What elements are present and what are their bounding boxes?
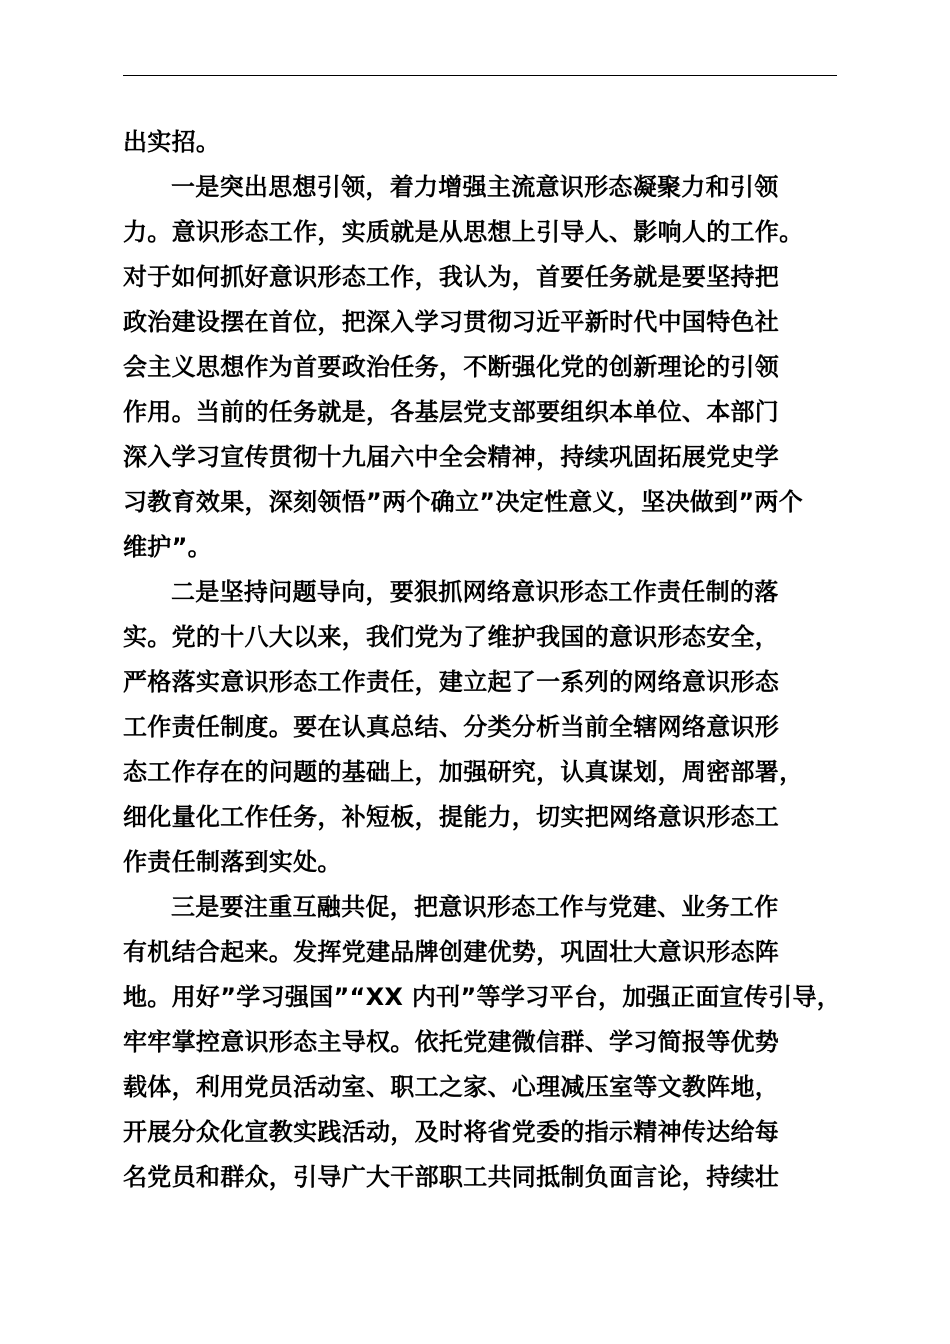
paragraph-2-first-line: 二是坚持问题导向，要狠抓网络意识形态工作责任制的落 <box>171 578 779 606</box>
text-line: 维护”。 <box>123 533 212 561</box>
text-line: 作责任制落到实处。 <box>123 848 342 876</box>
text-line: 政治建设摆在首位，把深入学习贯彻习近平新时代中国特色社 <box>123 308 780 336</box>
text-line: 细化量化工作任务，补短板，提能力，切实把网络意识形态工 <box>123 803 780 831</box>
text-line: 有机结合起来。发挥党建品牌创建优势，巩固壮大意识形态阵 <box>123 938 780 966</box>
text-line: 作用。当前的任务就是，各基层党支部要组织本单位、本部门 <box>123 398 780 426</box>
text-line: 名党员和群众，引导广大干部职工共同抵制负面言论，持续壮 <box>123 1163 780 1191</box>
text-line: 地。用好”学习强国”“XX 内刊”等学习平台，加强正面宣传引导， <box>123 983 842 1011</box>
text-line: 力。意识形态工作，实质就是从思想上引导人、影响人的工作。 <box>123 218 804 246</box>
text-line: 习教育效果，深刻领悟”两个确立”决定性意义，坚决做到”两个 <box>123 488 804 516</box>
text-line: 深入学习宣传贯彻十九届六中全会精神，持续巩固拓展党史学 <box>123 443 780 471</box>
text-line: 牢牢掌控意识形态主导权。依托党建微信群、学习简报等优势 <box>123 1028 780 1056</box>
text-line: 态工作存在的问题的基础上，加强研究，认真谋划，周密部署， <box>123 758 804 786</box>
document-body <box>123 120 845 1200</box>
paragraph-3-first-line: 三是要注重互融共促，把意识形态工作与党建、业务工作 <box>171 893 779 921</box>
text-line: 严格落实意识形态工作责任，建立起了一系列的网络意识形态 <box>123 668 780 696</box>
text-line: 工作责任制度。要在认真总结、分类分析当前全辖网络意识形 <box>123 713 780 741</box>
header-rule <box>123 75 837 76</box>
text-line: 开展分众化宣教实践活动，及时将省党委的指示精神传达给每 <box>123 1118 780 1146</box>
text-line: 会主义思想作为首要政治任务，不断强化党的创新理论的引领 <box>123 353 780 381</box>
text-line: 实。党的十八大以来，我们党为了维护我国的意识形态安全， <box>123 623 780 651</box>
text-line: 出实招。 <box>123 128 221 156</box>
text-line: 对于如何抓好意识形态工作，我认为，首要任务就是要坚持把 <box>123 263 780 291</box>
paragraph-1-first-line: 一是突出思想引领，着力增强主流意识形态凝聚力和引领 <box>171 173 779 201</box>
text-line: 载体，利用党员活动室、职工之家、心理减压室等文教阵地， <box>123 1073 780 1101</box>
